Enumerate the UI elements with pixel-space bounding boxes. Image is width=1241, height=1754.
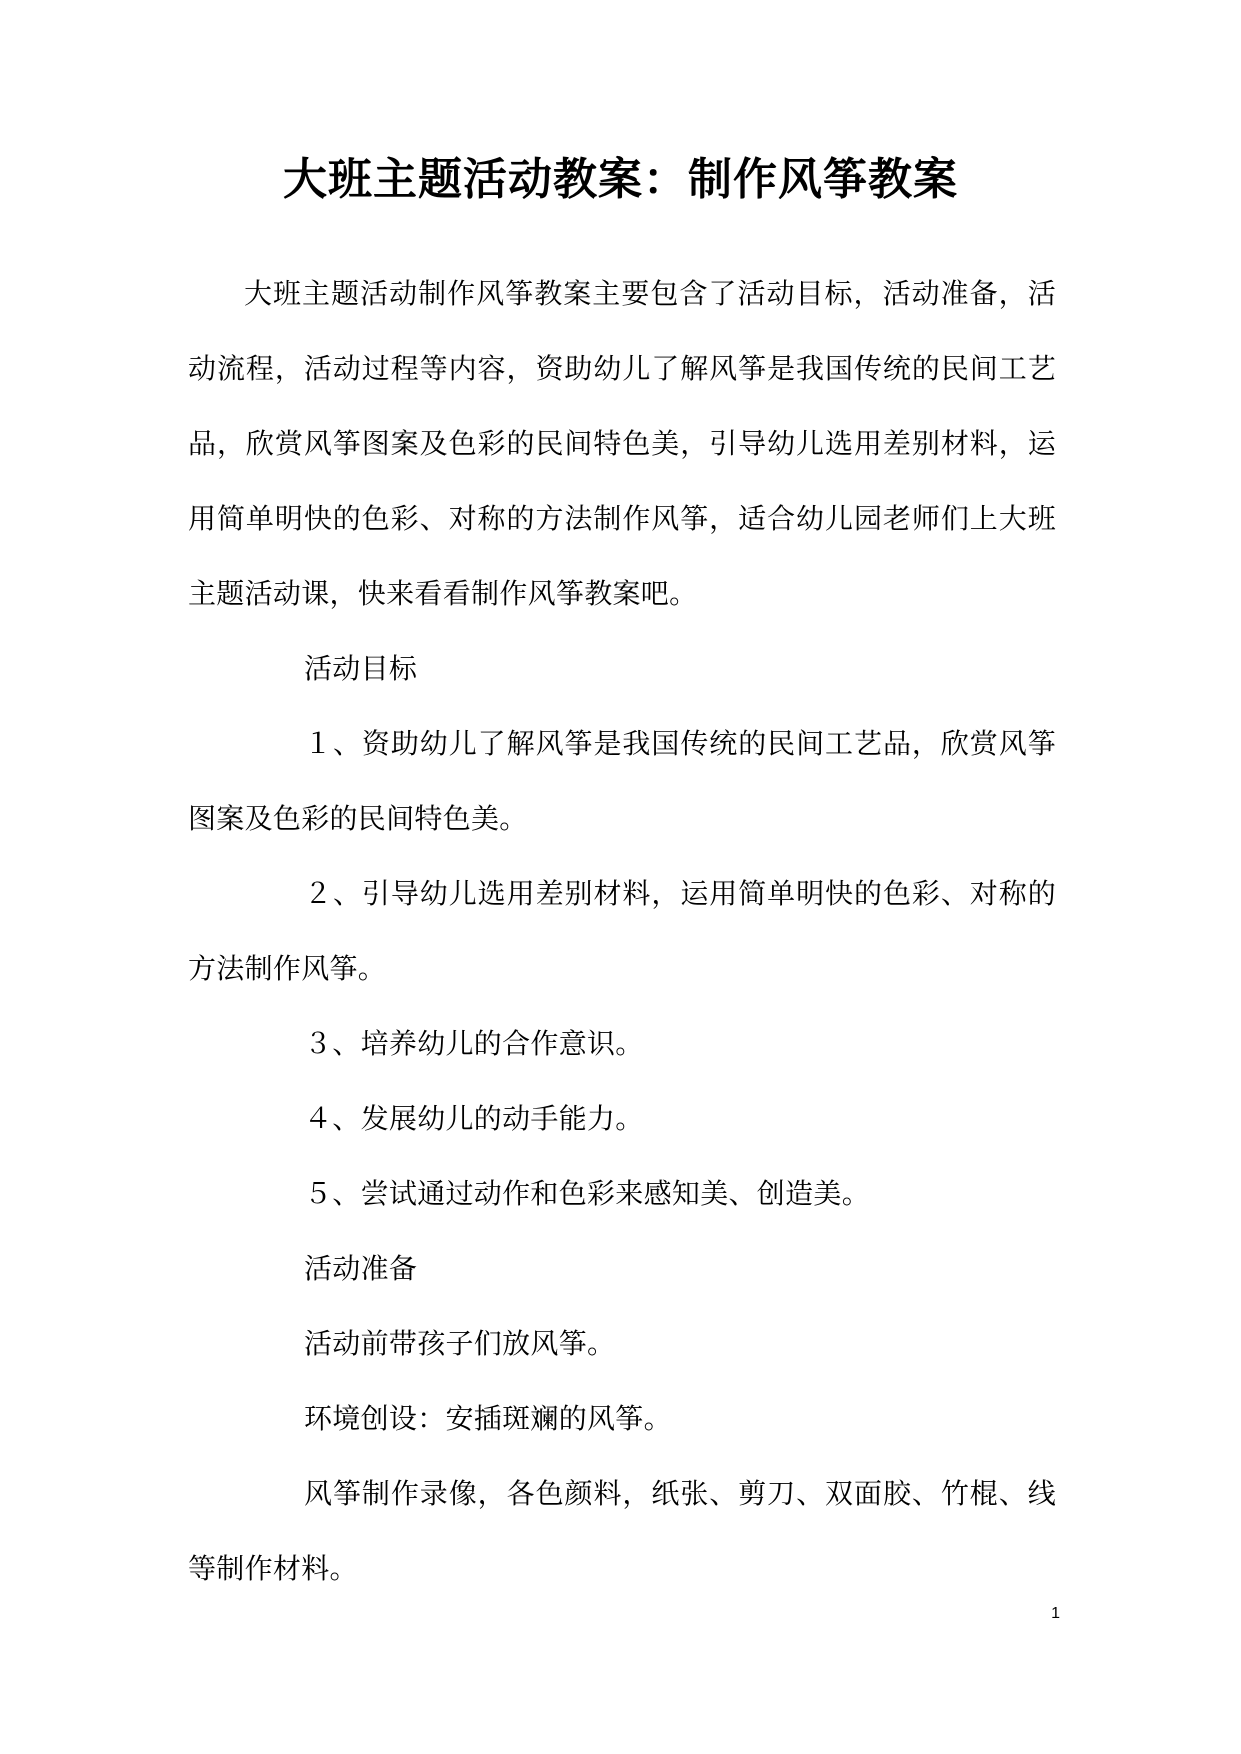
section-heading-prep: 活动准备 bbox=[304, 1252, 418, 1285]
goal-item-4: ４、发展幼儿的动手能力。 bbox=[304, 1102, 644, 1135]
page-number: 1 bbox=[1051, 1605, 1060, 1622]
prep-item-2: 环境创设：安插斑斓的风筝。 bbox=[304, 1402, 672, 1435]
goal-item-5: ５、尝试通过动作和色彩来感知美、创造美。 bbox=[304, 1177, 871, 1210]
document-body bbox=[188, 256, 1056, 1606]
section-heading-goals: 活动目标 bbox=[304, 652, 418, 685]
goal-item-1: １、资助幼儿了解风筝是我国传统的民间工艺品，欣赏风筝图案及色彩的民间特色美。 bbox=[188, 727, 1056, 835]
goal-item-2: ２、引导幼儿选用差别材料，运用简单明快的色彩、对称的方法制作风筝。 bbox=[188, 877, 1056, 985]
goal-item-3: ３、培养幼儿的合作意识。 bbox=[304, 1027, 644, 1060]
document-title: 大班主题活动教案：制作风筝教案 bbox=[283, 154, 958, 205]
prep-item-3: 风筝制作录像，各色颜料，纸张、剪刀、双面胶、竹棍、线等制作材料。 bbox=[188, 1477, 1056, 1585]
intro-paragraph: 大班主题活动制作风筝教案主要包含了活动目标，活动准备，活动流程，活动过程等内容，资助幼儿了解风筝是我国传统的民间工艺品，欣赏风筝图案及色彩的民间特色美，引导幼儿选用差别材料，运用简单明快的色彩、对称的方法制作风筝，适合幼儿园老师们上大班主题活动课，快来看看制作风筝教案吧。 bbox=[188, 277, 1056, 610]
prep-item-1: 活动前带孩子们放风筝。 bbox=[304, 1327, 616, 1360]
